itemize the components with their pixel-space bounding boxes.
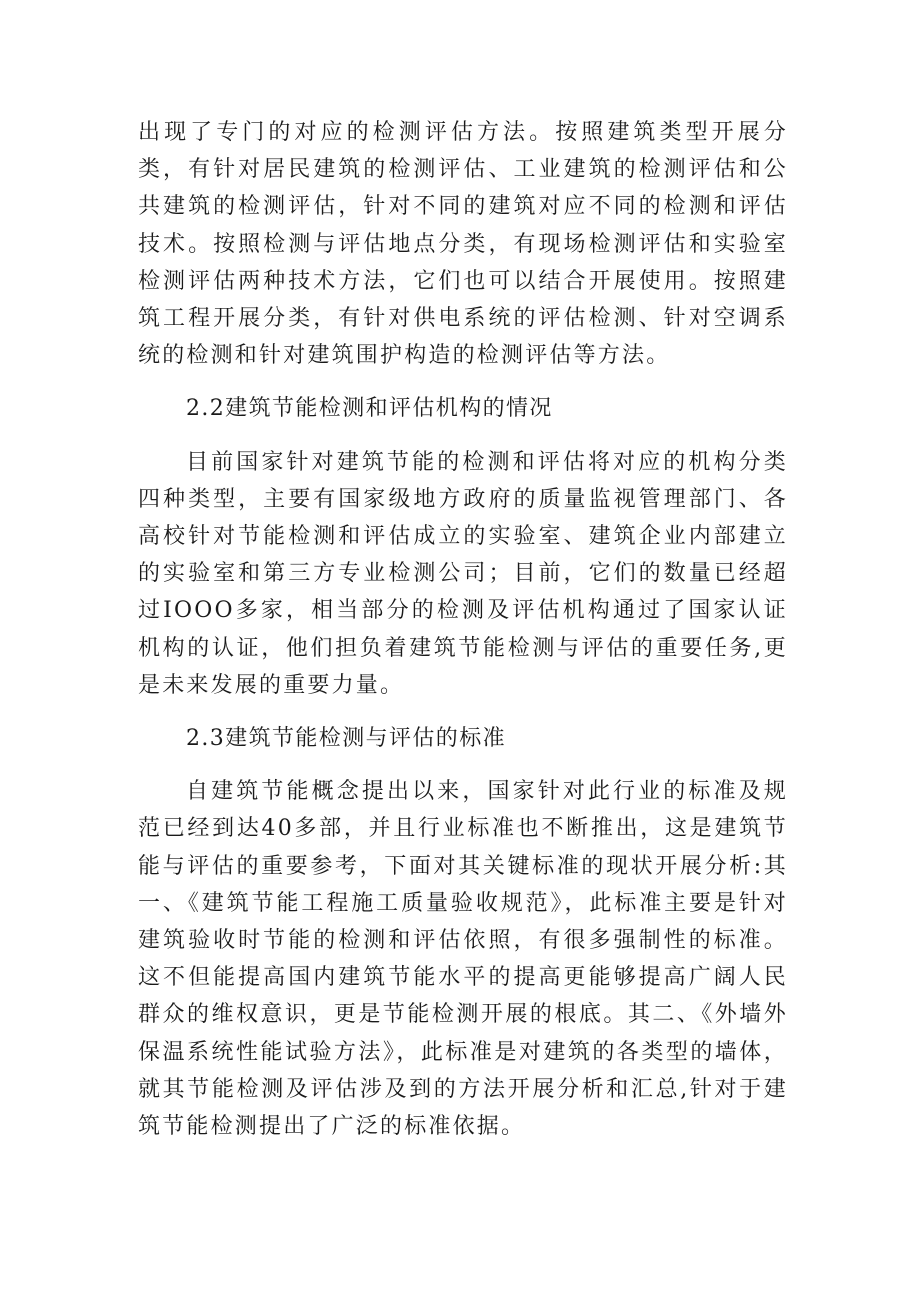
paragraph-standards: 自建筑节能概念提出以来，国家针对此行业的标准及规范已经到达40多部，并且行业标准也不断推出，这是建筑节能与评估的重要参考，下面对其关键标准的现状开展分析:其一、《建筑节能工程施工质量验收规范》，此标准主要是针对建筑验收时节能的检测和评估依照，有很多强制性的标准。这不但能提高国内建筑节能水平的提高更能够提高广阔人民群众的维权意识，更是节能检测开展的根底。其二、《外墙外保温系统性能试验方法》，此标准是对建筑的各类型的墙体，就其节能检测及评估涉及到的方法开展分析和汇总,针对于建筑节能检测提出了广泛的标准依据。 [138, 779, 788, 1140]
paragraph-evaluation-methods: 出现了专门的对应的检测评估方法。按照建筑类型开展分类，有针对居民建筑的检测评估、工业建筑的检测评估和公共建筑的检测评估，针对不同的建筑对应不同的检测和评估技术。按照检测与评估地点分类，有现场检测评估和实验室检测评估两种技术方法，它们也可以结合开展使用。按照建筑工程开展分类，有针对供电系统的评估检测、针对空调系统的检测和针对建筑围护构造的检测评估等方法。 [138, 120, 788, 369]
section-heading-2-2: 2.2建筑节能检测和评估机构的情况 [186, 396, 553, 422]
paragraph-institutions: 目前国家针对建筑节能的检测和评估将对应的机构分类四种类型，主要有国家级地方政府的质量监视管理部门、各高校针对节能检测和评估成立的实验室、建筑企业内部建立的实验室和第三方专业检测公司；目前，它们的数量已经超过IOOO多家，相当部分的检测及评估机构通过了国家认证机构的认证，他们担负着建筑节能检测与评估的重要任务,更是未来发展的重要力量。 [138, 449, 788, 698]
document-body [138, 114, 788, 1161]
section-heading-2-3: 2.3建筑节能检测与评估的标准 [186, 726, 506, 752]
